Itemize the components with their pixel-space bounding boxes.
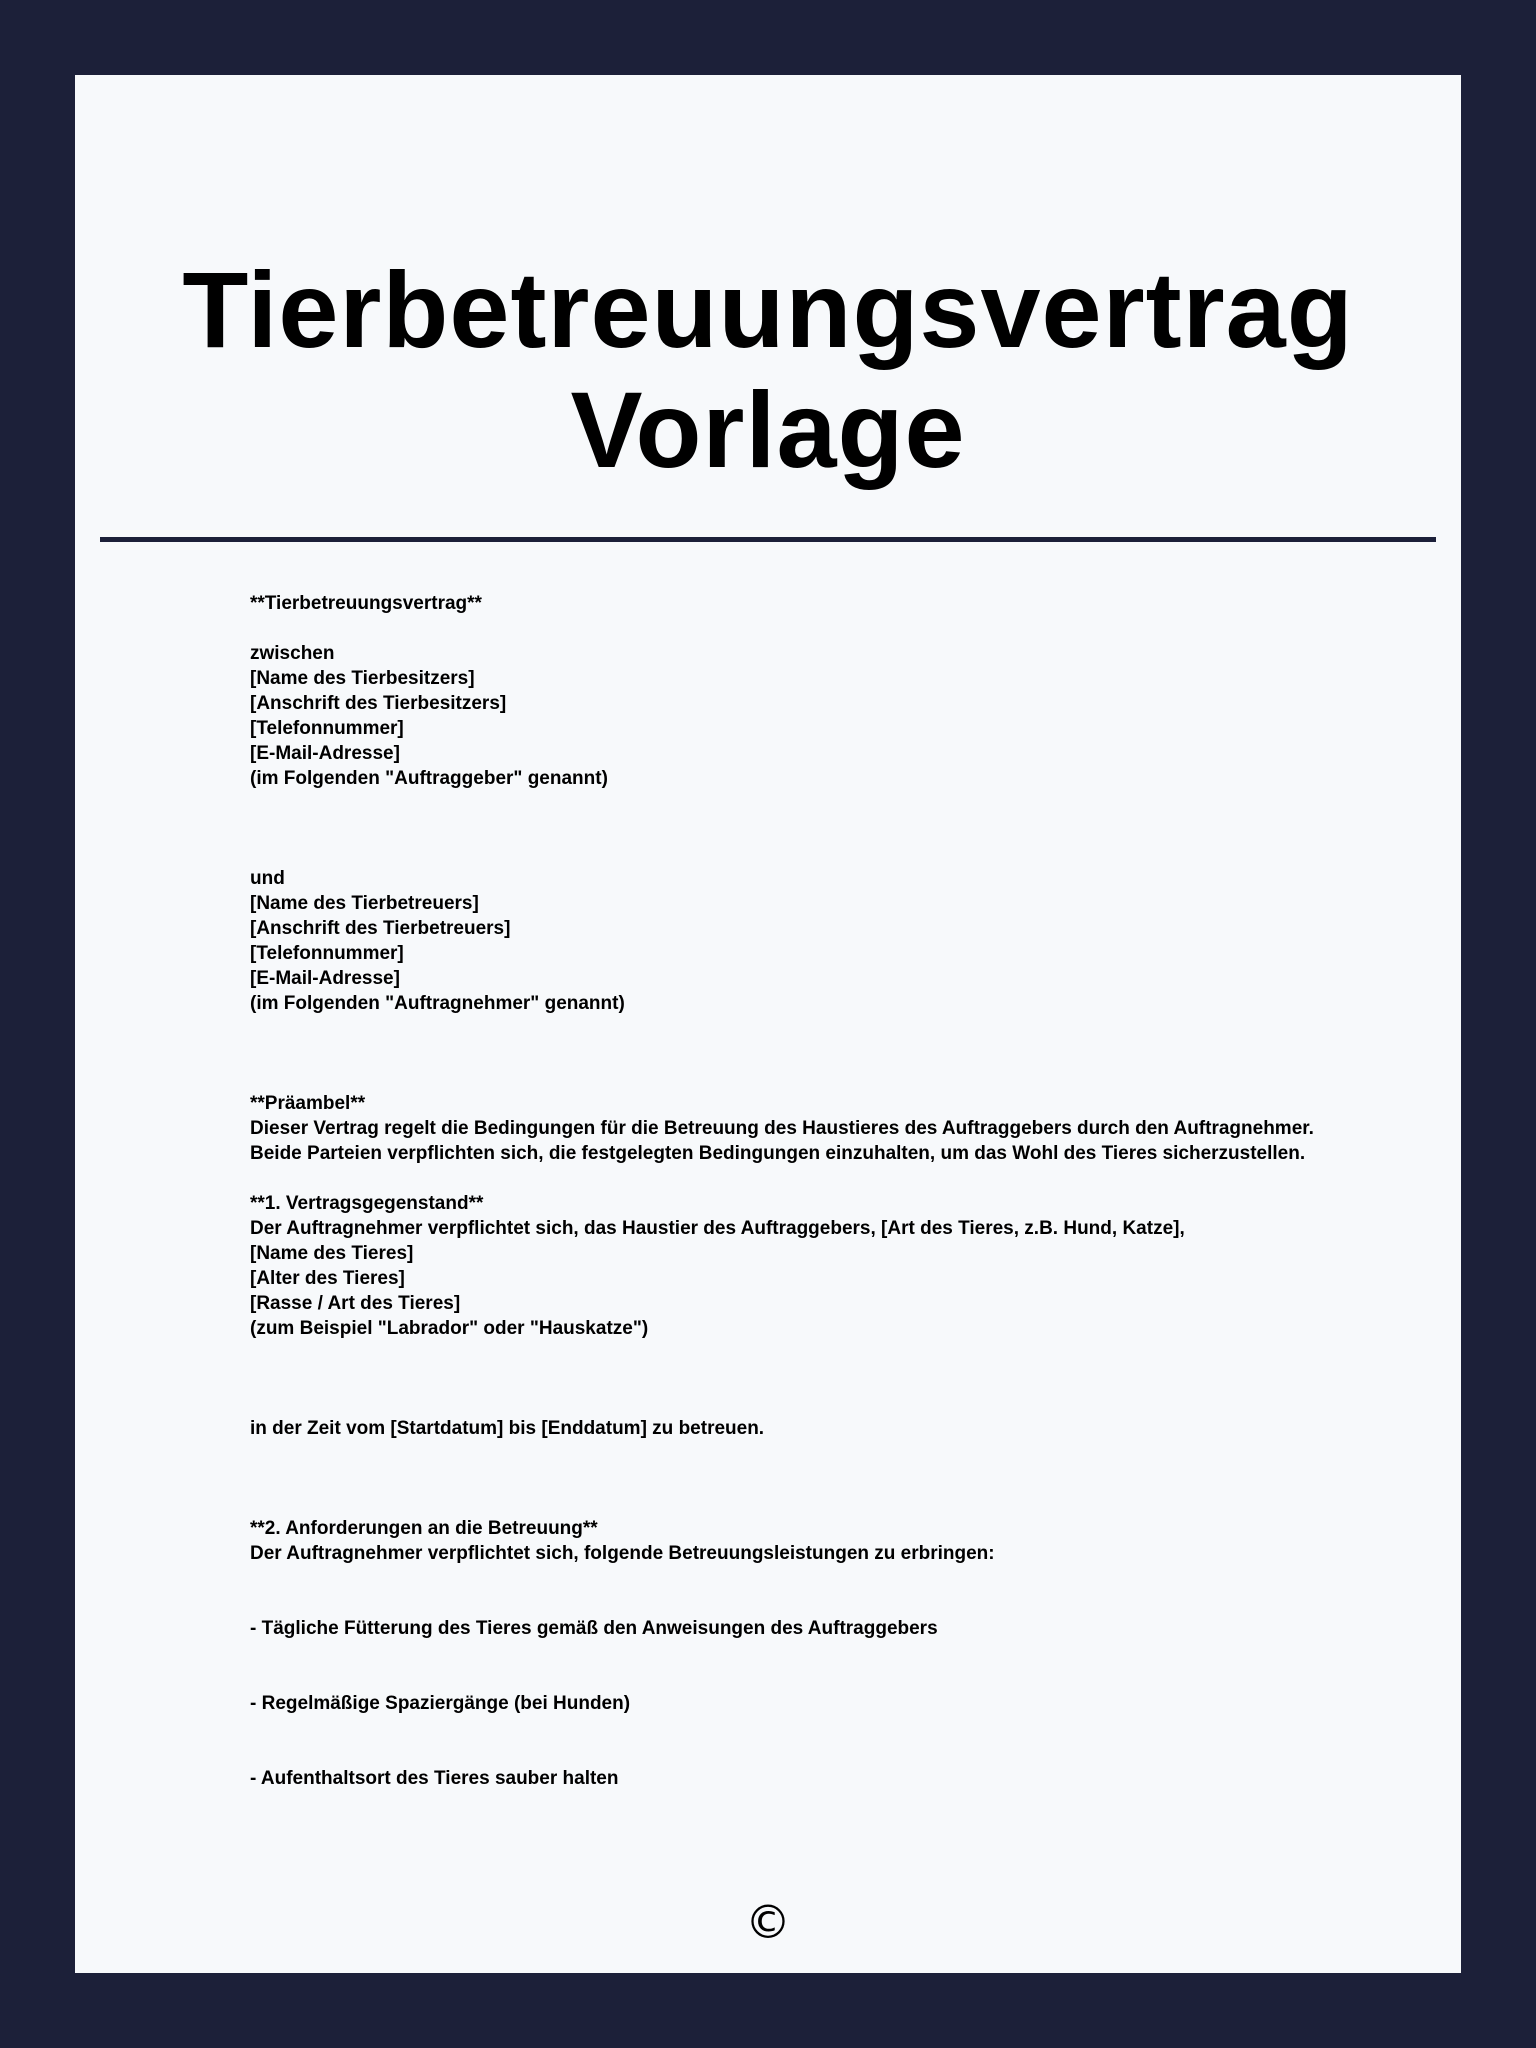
document-title <box>75 250 1461 490</box>
spacer <box>250 1441 1350 1516</box>
pet-breed: [Rasse / Art des Tieres] <box>250 1293 461 1314</box>
party-2-block <box>250 866 1350 1016</box>
party-2-intro: und <box>250 868 285 889</box>
party-2-address: [Anschrift des Tierbetreuers] <box>250 918 511 939</box>
preamble-block <box>250 1091 1350 1166</box>
party-1-role: (im Folgenden "Auftraggeber" genannt) <box>250 768 608 789</box>
title-line-2: Vorlage <box>570 369 966 490</box>
spacer <box>250 1016 1350 1091</box>
document-body <box>250 591 1350 1791</box>
party-1-intro: zwischen <box>250 643 335 664</box>
spacer <box>250 1716 1350 1766</box>
spacer <box>250 791 1350 866</box>
pet-name: [Name des Tieres] <box>250 1243 414 1264</box>
spacer <box>250 1166 1350 1191</box>
party-2-email: [E-Mail-Adresse] <box>250 968 400 989</box>
party-1-name: [Name des Tierbesitzers] <box>250 668 475 689</box>
party-1-address: [Anschrift des Tierbesitzers] <box>250 693 507 714</box>
section-1-text: Der Auftragnehmer verpflichtet sich, das Haustier des Auftraggebers, [Art des Tieres, z.B. Hund, Katze], <box>250 1218 1185 1239</box>
care-item: - Regelmäßige Spaziergänge (bei Hunden) <box>250 1693 631 1714</box>
spacer <box>250 616 1350 641</box>
section-1-block <box>250 1191 1350 1441</box>
section-2-text: Der Auftragnehmer verpflichtet sich, folgende Betreuungsleistungen zu erbringen: <box>250 1543 995 1564</box>
contract-heading: **Tierbetreuungsvertrag** <box>250 593 482 614</box>
section-1-heading: **1. Vertragsgegenstand** <box>250 1193 484 1214</box>
document-page <box>75 75 1461 1973</box>
party-2-name: [Name des Tierbetreuers] <box>250 893 479 914</box>
pet-age: [Alter des Tieres] <box>250 1268 405 1289</box>
party-2-phone: [Telefonnummer] <box>250 943 404 964</box>
title-divider <box>100 537 1436 542</box>
party-1-email: [E-Mail-Adresse] <box>250 743 400 764</box>
section-2-heading: **2. Anforderungen an die Betreuung** <box>250 1518 598 1539</box>
spacer <box>250 1341 1350 1416</box>
preamble-text: Dieser Vertrag regelt die Bedingungen für die Betreuung des Haustieres des Auftraggebers durch den Auftragnehmer. Beide Parteien verpflichten sich, die festgelegten Bedingungen einzuhalten, um das Wohl des Tieres sicherzustellen. <box>250 1118 1320 1164</box>
spacer <box>250 1566 1350 1616</box>
party-1-phone: [Telefonnummer] <box>250 718 404 739</box>
care-item: - Tägliche Fütterung des Tieres gemäß den Anweisungen des Auftraggebers <box>250 1618 938 1639</box>
care-item: - Aufenthaltsort des Tieres sauber halten <box>250 1768 619 1789</box>
spacer <box>250 1641 1350 1691</box>
title-line-1: Tierbetreuungsvertrag <box>182 249 1354 370</box>
pet-example: (zum Beispiel "Labrador" oder "Hauskatze") <box>250 1318 649 1339</box>
copyright-icon: © <box>745 1895 791 1949</box>
party-1-block <box>250 641 1350 791</box>
preamble-heading: **Präambel** <box>250 1093 366 1114</box>
section-2-block <box>250 1516 1350 1791</box>
party-2-role: (im Folgenden "Auftragnehmer" genannt) <box>250 993 625 1014</box>
care-period: in der Zeit vom [Startdatum] bis [Enddatum] zu betreuen. <box>250 1418 765 1439</box>
